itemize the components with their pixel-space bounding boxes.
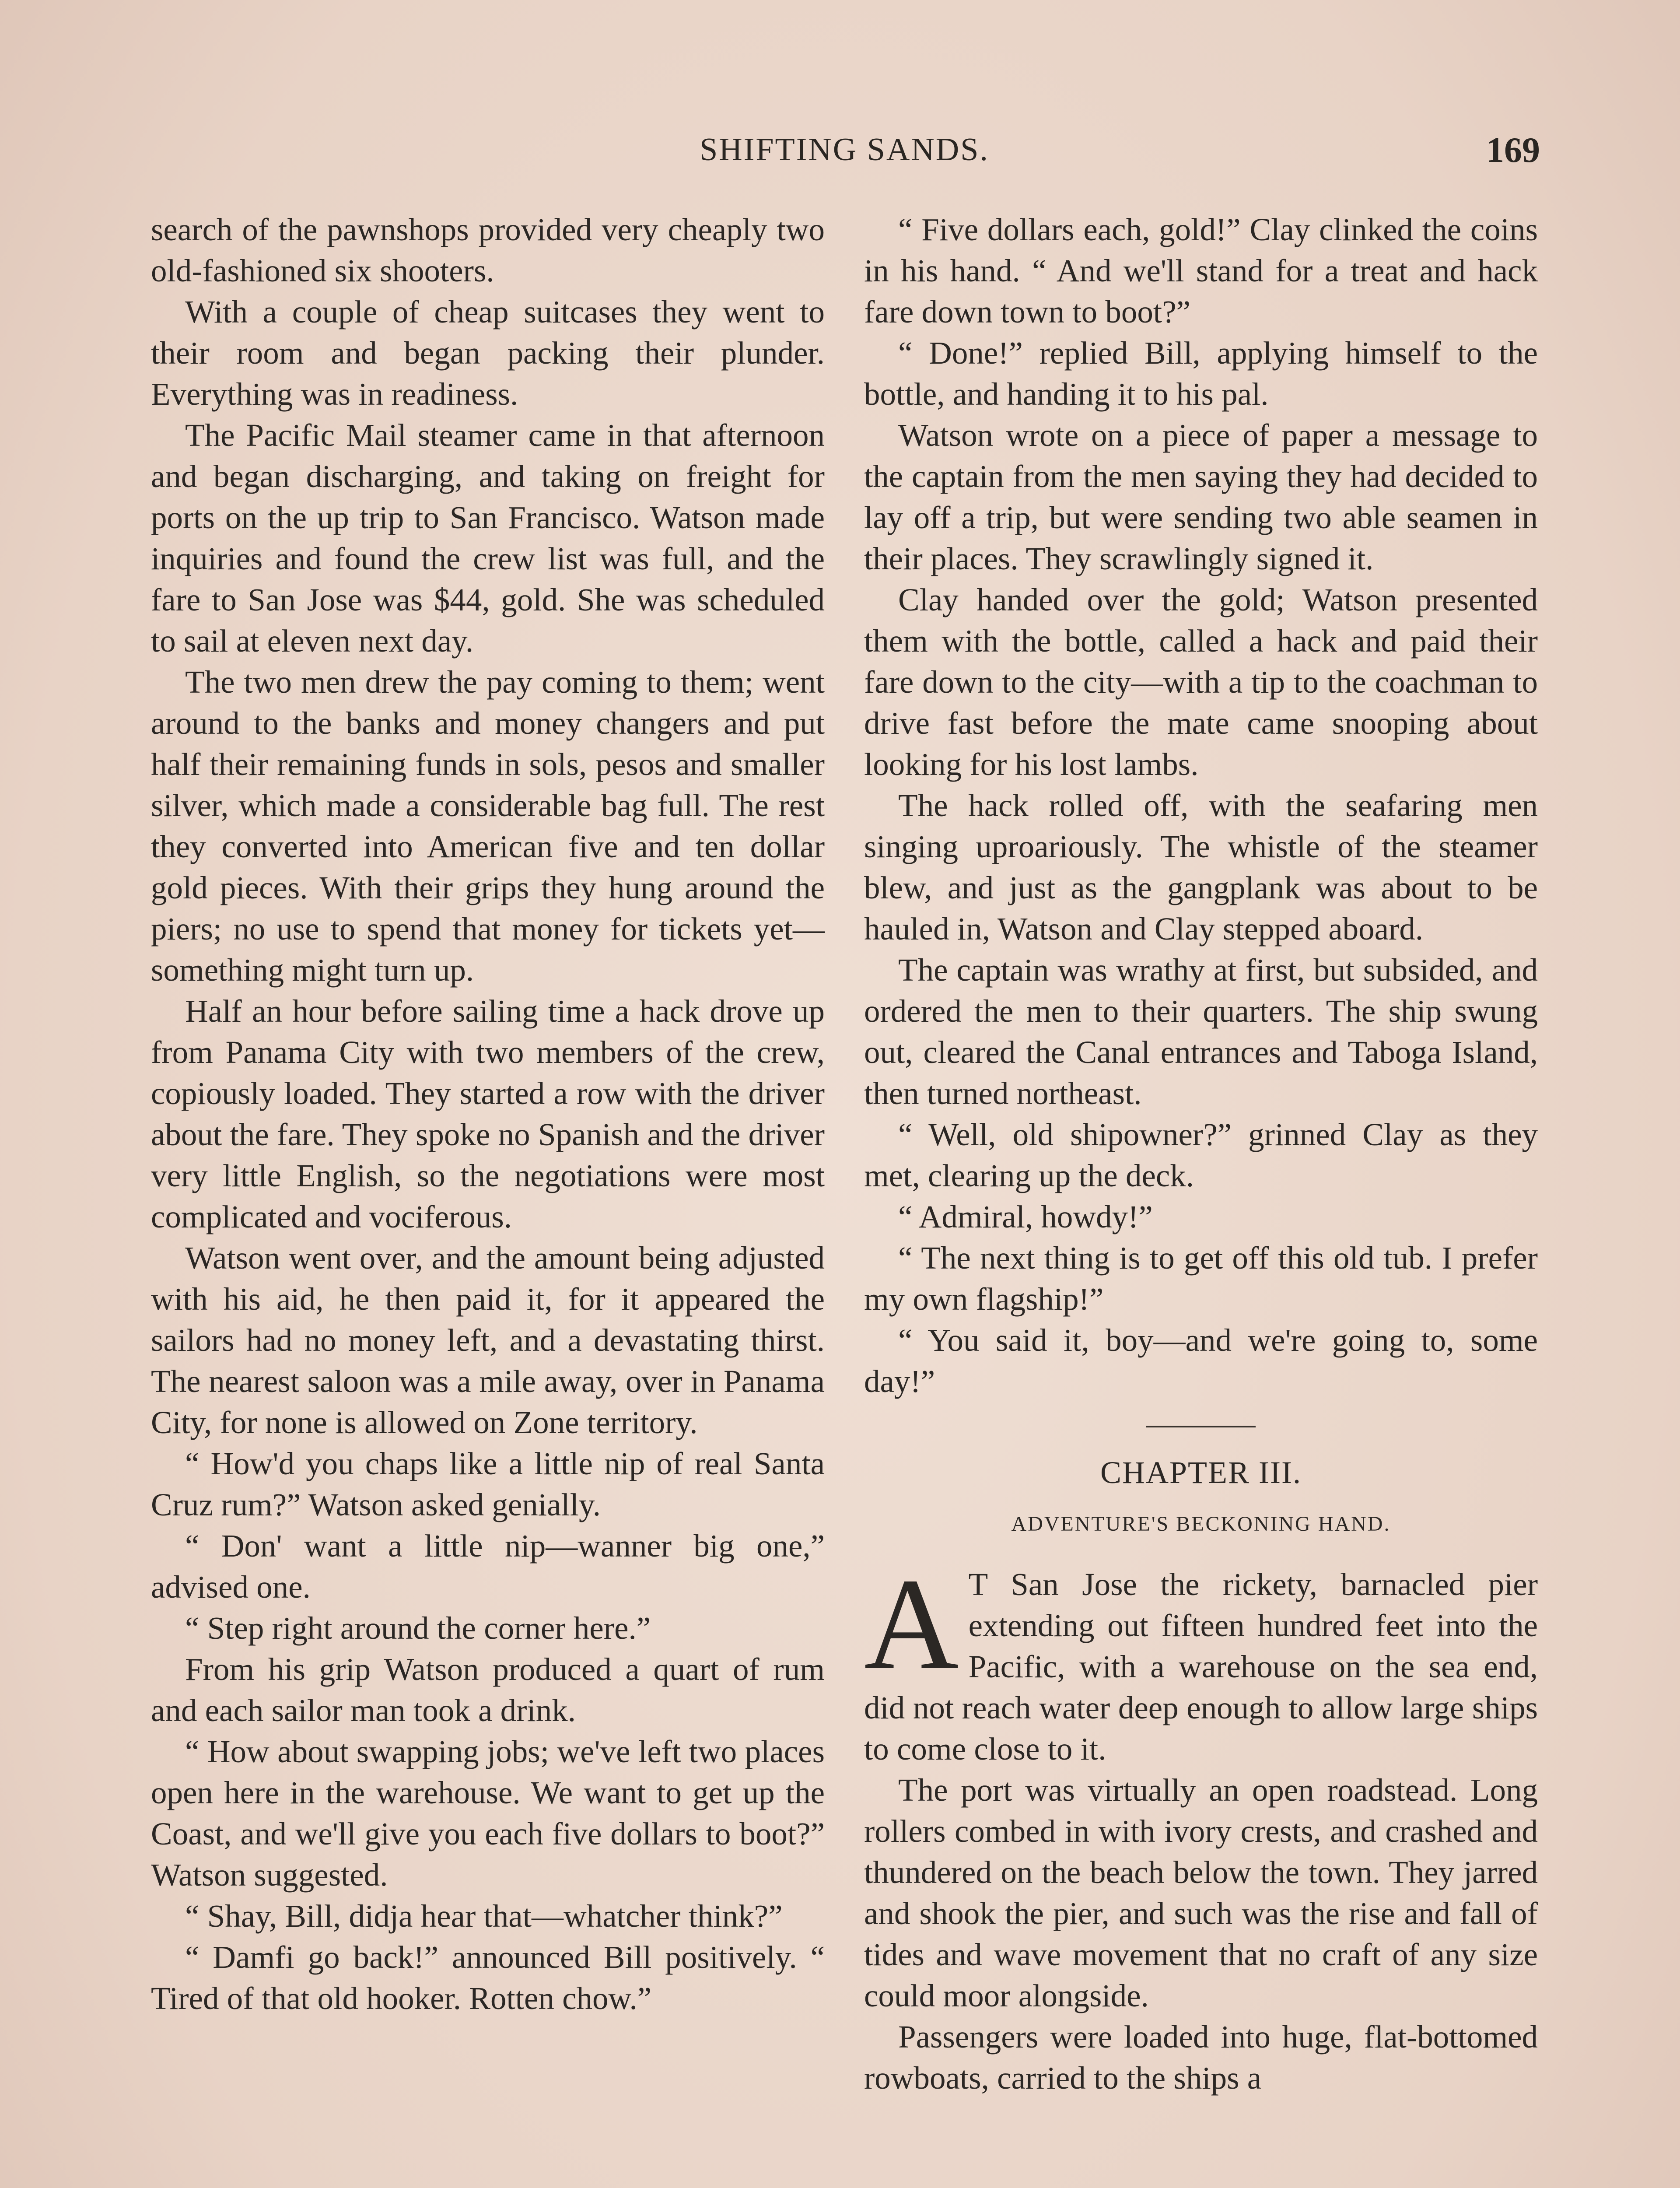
- paragraph: “ How about swapping jobs; we've left two places open here in the warehouse. We want to get up the Coast, and we'll give you each five dollars to boot?” Watson suggested.: [151, 1734, 825, 1893]
- first-paragraph-text: T San Jose the rickety, barnacled pier extending out fifteen hundred feet into the Pacific, with a warehouse on the sea end, did not reach water deep enough to allow large ships to come close to it.: [864, 1567, 1538, 1767]
- paragraph: From his grip Watson produced a quart of rum and each sailor man took a drink.: [151, 1652, 825, 1728]
- paragraph: “ Don' want a little nip—wanner big one,” advised one.: [151, 1528, 825, 1605]
- paragraph: The captain was wrathy at first, but subsided, and ordered the men to their quarters. The ship swung out, cleared the Canal entrances and Taboga Island, then turned northeast.: [864, 952, 1538, 1111]
- chapter-first-paragraph: [864, 1551, 1538, 1770]
- paragraph: With a couple of cheap suitcases they went to their room and began packing their plunder. Everything was in readiness.: [151, 294, 825, 412]
- paragraph: The hack rolled off, with the seafaring men singing uproariously. The whistle of the steamer blew, and just as the gangplank was about to be hauled in, Watson and Clay stepped aboard.: [864, 788, 1538, 947]
- paragraph: Passengers were loaded into huge, flat-bottomed rowboats, carried to the ships a: [864, 2019, 1538, 2096]
- paragraph: “ Admiral, howdy!”: [898, 1199, 1153, 1234]
- paragraph: “ How'd you chaps like a little nip of real Santa Cruz rum?” Watson asked genially.: [151, 1446, 825, 1522]
- left-column: [151, 209, 825, 2019]
- paragraph: Watson wrote on a piece of paper a message to the captain from the men saying they had decided to lay off a trip, but were sending two able seamen in their places. They scrawlingly signed it.: [864, 417, 1538, 576]
- right-column: [864, 209, 1538, 2099]
- paragraph: “ The next thing is to get off this old tub. I prefer my own flagship!”: [864, 1240, 1538, 1317]
- paragraph: The port was virtually an open roadstead. Long rollers combed in with ivory crests, and crashed and thundered on the beach below the town. They jarred and shook the pier, and such was the rise and fall of tides and wave movement that no craft of any size could moor alongside.: [864, 1772, 1538, 2013]
- paragraph: “ Damfi go back!” announced Bill positively. “ Tired of that old hooker. Rotten chow.”: [151, 1939, 825, 2016]
- section-divider: [1146, 1426, 1256, 1427]
- paragraph: “ Five dollars each, gold!” Clay clinked the coins in his hand. “ And we'll stand for a treat and hack fare down town to boot?”: [864, 212, 1538, 330]
- running-title: SHIFTING SANDS.: [700, 132, 989, 168]
- drop-cap: A: [864, 1551, 959, 1697]
- chapter-subtitle: ADVENTURE'S BECKONING HAND.: [1011, 1512, 1391, 1536]
- paragraph: “ Shay, Bill, didja hear that—whatcher think?”: [185, 1898, 783, 1934]
- page-header: [149, 131, 1540, 179]
- paragraph: Watson went over, and the amount being adjusted with his aid, he then paid it, for it appeared the sailors had no money left, and a devastating thirst. The nearest saloon was a mile away, over in Panama City, for none is allowed on Zone territory.: [151, 1240, 825, 1440]
- paragraph: “ You said it, boy—and we're going to, some day!”: [864, 1322, 1538, 1399]
- paragraph: “ Done!” replied Bill, applying himself to the bottle, and handing it to his pal.: [864, 335, 1538, 412]
- paragraph: Half an hour before sailing time a hack drove up from Panama City with two members of the crew, copiously loaded. They started a row with the driver about the fare. They spoke no Spanish and the driver very little English, so the negotiations were most complicated and vociferous.: [151, 993, 825, 1234]
- page-number: 169: [1486, 130, 1540, 170]
- paragraph: “ Step right around the corner here.”: [185, 1610, 651, 1646]
- paragraph: “ Well, old shipowner?” grinned Clay as they met, clearing up the deck.: [864, 1117, 1538, 1193]
- paragraph: The Pacific Mail steamer came in that afternoon and began discharging, and taking on freight for ports on the up trip to San Francisco. Watson made inquiries and found the crew list was full, and the fare to San Jose was $44, gold. She was scheduled to sail at eleven next day.: [151, 417, 825, 659]
- paragraph: Clay handed over the gold; Watson presented them with the bottle, called a hack and paid their fare down to the city—with a tip to the coachman to drive fast before the mate came snooping about looking for his lost lambs.: [864, 582, 1538, 782]
- chapter-title: CHAPTER III.: [1100, 1455, 1302, 1490]
- paragraph: search of the pawnshops provided very cheaply two old-fashioned six shooters.: [151, 212, 825, 288]
- paragraph: The two men drew the pay coming to them; went around to the banks and money changers and put half their remaining funds in sols, pesos and smaller silver, which made a considerable bag full. The rest they converted into American five and ten dollar gold pieces. With their grips they hung around the piers; no use to spend that money for tickets yet—something might turn up.: [151, 664, 825, 988]
